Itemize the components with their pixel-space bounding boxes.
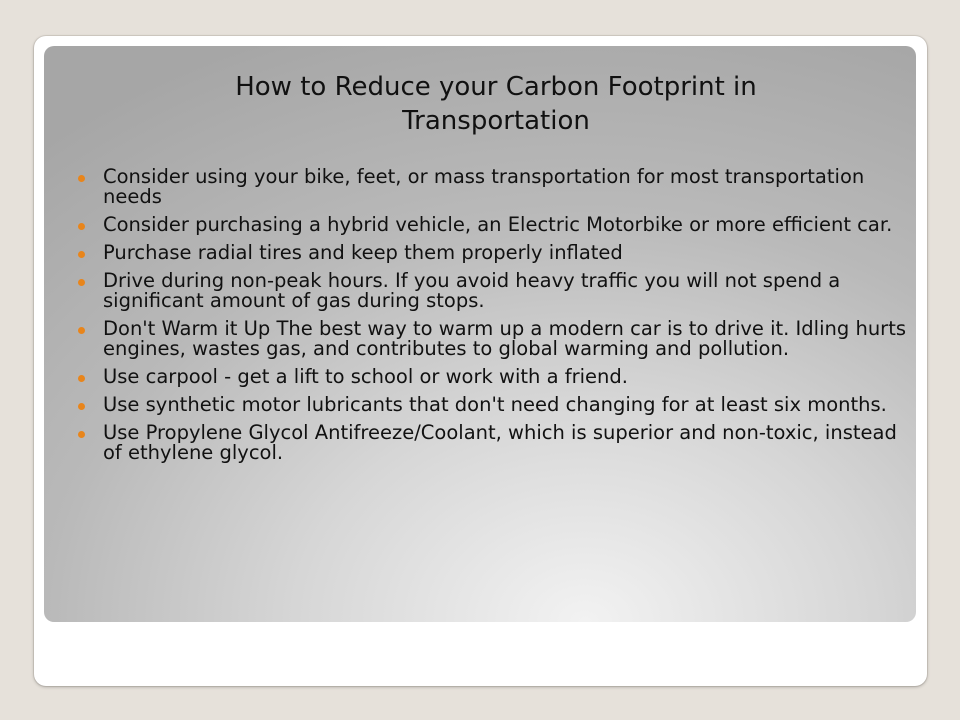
bullet-text: Consider purchasing a hybrid vehicle, an Electric Motorbike or more efficient car. <box>103 213 893 236</box>
bullet-item <box>103 271 913 311</box>
slide-content-panel <box>44 46 916 622</box>
bullet-dot-icon <box>78 375 85 382</box>
slide-title-line-1: How to Reduce your Carbon Footprint in <box>235 72 757 102</box>
bullet-item <box>103 319 913 359</box>
bullet-dot-icon <box>78 175 85 182</box>
bullet-item <box>103 243 913 263</box>
bullet-dot-icon <box>78 223 85 230</box>
bullet-dot-icon <box>78 327 85 334</box>
bullet-text: Don't Warm it Up The best way to warm up a modern car is to drive it. Idling hurts engines, wastes gas, and contributes to global warming and pollution. <box>103 317 906 360</box>
bullet-dot-icon <box>78 403 85 410</box>
bullet-text: Use Propylene Glycol Antifreeze/Coolant, which is superior and non-toxic, instead of ethylene glycol. <box>103 421 897 464</box>
bullet-text: Consider using your bike, feet, or mass transportation for most transportation needs <box>103 165 865 208</box>
bullet-dot-icon <box>78 251 85 258</box>
bullet-item <box>103 423 913 463</box>
bullet-text: Use synthetic motor lubricants that don't need changing for at least six months. <box>103 393 887 416</box>
slide-title-line-2: Transportation <box>402 106 590 136</box>
slide-title <box>44 70 916 138</box>
bullet-item <box>103 167 913 207</box>
bullet-text: Drive during non-peak hours. If you avoid heavy traffic you will not spend a significant amount of gas during stops. <box>103 269 841 312</box>
bullet-item <box>103 367 913 387</box>
bullet-text: Purchase radial tires and keep them properly inflated <box>103 241 623 264</box>
bullet-text: Use carpool - get a lift to school or work with a friend. <box>103 365 628 388</box>
bullet-list <box>103 167 913 471</box>
bullet-item <box>103 215 913 235</box>
bullet-dot-icon <box>78 279 85 286</box>
bullet-item <box>103 395 913 415</box>
bullet-dot-icon <box>78 431 85 438</box>
